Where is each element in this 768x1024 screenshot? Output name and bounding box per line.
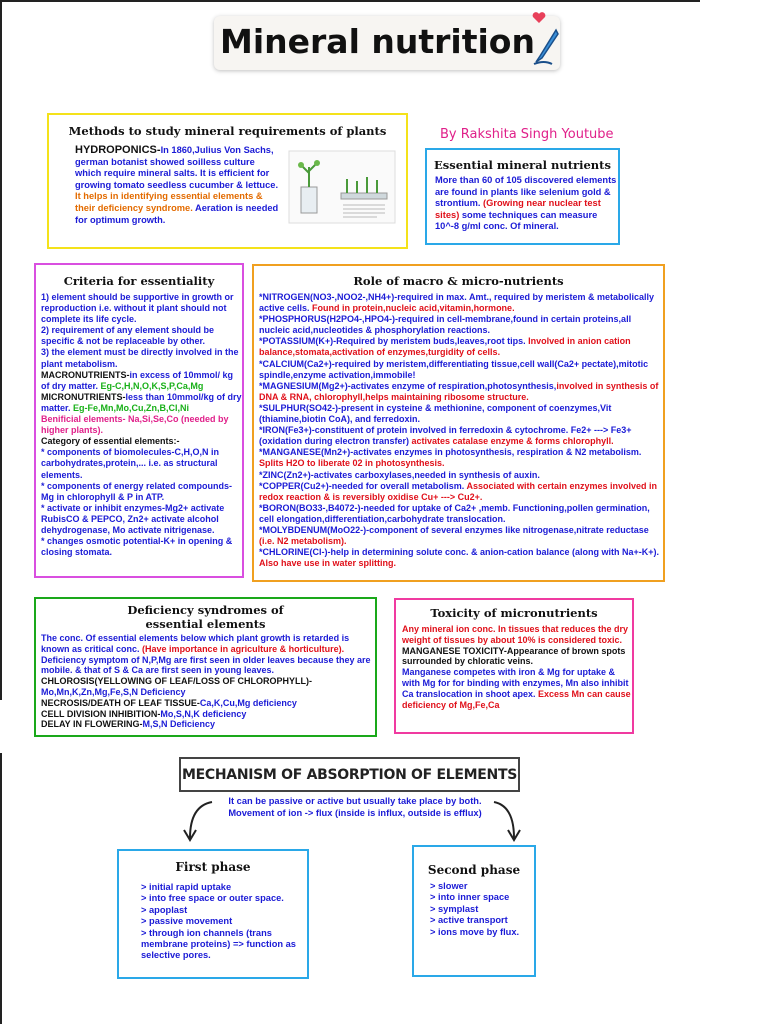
role-item-text: *MANGANESE(Mn2+)-activates enzymes in photosynthesis, respiration & N2 metabolism.	[259, 447, 642, 458]
toxicity-p3-highlight: Excess Mn can cause deficiency of Mg,Fe,Ca	[402, 688, 631, 710]
criteria-line-1: 1) element should be supportive in growth or reproduction i.e. without it plant should not complete its life cycle.	[41, 292, 234, 325]
second-phase-item: > slower	[430, 881, 468, 891]
role-item	[259, 336, 664, 358]
macro-list: Eg-C,H,N,O,K,S,P,Ca,Mg	[98, 380, 204, 391]
deficiency-box	[34, 597, 377, 737]
criteria-line-3: 3) the element must be directly involved in the plant metabolism.	[41, 347, 239, 369]
toxicity-box	[394, 598, 634, 734]
role-item-text: *CALCIUM(Ca2+)-required by meristem,differentiating tissue,cell wall(Ca2+ pectate),mitotic spindle,enzyme activation,immobile!	[259, 358, 649, 380]
necrosis-label: NECROSIS/DEATH OF LEAF TISSUE-	[41, 697, 200, 708]
role-item-highlight: activates catalase enzyme & forms chlorophyll.	[409, 436, 614, 447]
role-item	[259, 381, 664, 403]
deficiency-heading-2: essential elements	[145, 617, 266, 631]
methods-heading: Methods to study mineral requirements of plants	[68, 124, 387, 138]
necrosis-value: Ca,K,Cu,Mg deficiency	[199, 697, 297, 708]
manganese-toxicity-body: Appearance of brown spots surrounded by chloratic veins.	[402, 645, 626, 667]
left-arrow-icon	[176, 796, 216, 846]
page-title: Mineral nutrition	[220, 22, 535, 61]
micro-label: MICRONUTRIENTS-	[41, 391, 126, 402]
role-item-highlight: Found in protein,nucleic acid,vitamin,hormone.	[309, 303, 515, 314]
role-item-text: *IRON(Fe3+)-constituent of protein involved in ferredoxin & cytochrome. Fe2+ ---> Fe3+ (oxidation during electron transfer)	[259, 425, 632, 447]
heart-icon	[532, 12, 546, 24]
manganese-toxicity-label: MANGANESE TOXICITY-	[402, 645, 507, 656]
category-3: * activate or inhibit enzymes-Mg2+ activate RubisCO & PEPCO, Zn2+ activate alcohol dehydrogenase, Mo activate nitrigenase.	[41, 502, 225, 535]
role-item-text: *NITROGEN(NO3-,NOO2-,NH4+)-required in max. Amt., required by meristem & metabolically active cells.	[259, 292, 655, 314]
deficiency-p2: Deficiency symptom of N,P,Mg are first seen in older leaves because they are mobile. & that of S & Ca are first seen in young leaves.	[41, 654, 371, 676]
mechanism-heading: MECHANISM OF ABSORPTION OF ELEMENTS	[182, 767, 517, 783]
essential-tail: some techniques can measure 10^-8 g/ml conc. Of mineral.	[435, 209, 598, 232]
mechanism-line-2: Movement of ion -> flux (inside is influx, outside is efflux)	[228, 807, 482, 818]
second-phase-item: > ions move by flux.	[430, 926, 520, 937]
second-phase-heading: Second phase	[427, 863, 521, 877]
role-item	[259, 314, 664, 336]
role-item	[259, 425, 664, 447]
first-phase-item: > through ion channels (trans membrane proteins) => function as selective pores.	[141, 927, 296, 961]
chlorosis-label: CHLOROSIS(YELLOWING OF LEAF/LOSS OF CHLOROPHYLL)-	[41, 676, 312, 687]
criteria-heading: Criteria for essentiality	[63, 274, 215, 288]
role-item-highlight: Associated with certain enzymes involved in redox reaction & is reversibly oxidise Cu+ ---> Cu2+.	[259, 480, 658, 502]
role-item	[259, 359, 664, 381]
hydroponics-title: HYDROPONICS-	[75, 144, 161, 156]
hydroponics-body: In 1860,Julius Von Sachs, german botanist showed soilless culture which require mineral salts. It is efficient for growing tomato seedless cucumber & lettuce.	[75, 145, 279, 190]
role-item-highlight: Involved in anion cation balance,stomata,activation of enzymes,turgidity of cells.	[259, 336, 631, 358]
role-item-highlight: (i.e. N2 metabolism).	[259, 536, 347, 547]
pen-icon	[530, 22, 564, 66]
role-item-highlight: Splits H2O to liberate 02 in photosynthesis.	[259, 458, 445, 469]
role-item-text: *COPPER(Cu2+)-needed for overall metabolism.	[259, 480, 465, 491]
methods-box	[47, 113, 408, 249]
first-phase-box	[117, 849, 309, 979]
role-item-text: *BORON(BO33-,B4072-)-needed for uptake of Ca2+ ,memb. Functioning,pollen germination, cell elongation,differentiation,carbohydrate translocation.	[259, 502, 650, 524]
category-2: * components of energy related compounds-Mg in chlorophyll & P in ATP.	[41, 480, 233, 502]
role-item-text: *SULPHUR(SO42-)-present in cysteine & methionine, component of coenzymes,Vit (thiamine,biotin CoA), and ferredoxin.	[259, 402, 612, 425]
role-heading: Role of macro & micro-nutrients	[353, 274, 564, 288]
title-card	[214, 16, 560, 70]
role-item-text: *ZINC(Zn2+)-activates carboxylases,needed in synthesis of auxin.	[259, 469, 540, 480]
second-phase-item: > active transport	[430, 915, 508, 926]
hydroponics-illustration	[287, 149, 397, 225]
toxicity-p3: Manganese competes with iron & Mg for uptake & with Mg for for binding with enzymes, Mn also inhibit Ca translocation in shoot apex.	[402, 667, 629, 699]
role-item-text: *PHOSPHORUS(H2PO4-,HPO4-)-required in cell-membrane,found in certain proteins,all nucleic acid,nucleotides & phosphorylation reactions.	[259, 314, 632, 336]
top-line	[0, 0, 700, 2]
role-item	[259, 525, 664, 547]
first-phase-item: > apoplast	[141, 904, 188, 915]
role-item	[259, 470, 664, 481]
deficiency-heading-1: Deficiency syndromes of	[127, 603, 284, 617]
first-phase-item: > initial rapid uptake	[141, 882, 232, 892]
second-phase-item: > into inner space	[430, 892, 510, 903]
hydroponics-highlight: It helps in identifying essential elements & their deficiency syndrome.	[75, 191, 263, 213]
criteria-line-2: 2) requirement of any element should be specific & not be replaceable by other.	[41, 325, 215, 347]
toxicity-heading: Toxicity of micronutrients	[430, 606, 598, 620]
role-item	[259, 447, 664, 469]
role-item-highlight: Also have use in water splitting.	[259, 558, 397, 569]
flowering-label: DELAY IN FLOWERING-	[41, 719, 143, 730]
section-divider	[0, 753, 2, 1024]
criteria-box	[34, 263, 244, 578]
role-item-text: *POTASSIUM(K+)-Required by meristem buds,leaves,root tips.	[259, 336, 526, 347]
role-item	[259, 547, 664, 569]
essential-body: More than 60 of 105 discovered elements are found in plants like selenium gold & strontium.	[435, 175, 617, 209]
beneficial-elements: Benificial elements- Na,Si,Se,Co (needed by higher plants).	[41, 414, 229, 436]
category-4: * changes osmotic potential-K+ in opening & closing stomata.	[41, 536, 233, 558]
cell-division-label: CELL DIVISION INHIBITION-	[41, 708, 161, 719]
macro-body: in excess of 10mmol/ kg of dry matter.	[41, 369, 234, 391]
second-phase-item: > symplast	[430, 903, 479, 914]
role-item-text: *MOLYBDENUM(MoO22-)-component of several enzymes like nitrogenase,nitrate reductase	[259, 524, 649, 535]
chlorosis-value: Mo,Mn,K,Zn,Mg,Fe,S,N Deficiency	[41, 686, 186, 697]
role-item	[259, 481, 664, 503]
margin-line	[0, 0, 2, 700]
hydroponics-tail: Aeration is needed for optimum growth.	[75, 202, 279, 225]
role-item	[259, 292, 664, 314]
role-item-text: *CHLORINE(Cl-)-help in determining solute conc. & anion-cation balance (along with Na+-K+).	[259, 547, 660, 558]
first-phase-item: > into free space or outer space.	[141, 893, 284, 904]
category-heading: Category of essential elements:-	[41, 436, 180, 447]
deficiency-p1-highlight: (Have importance in agriculture & horticulture).	[139, 643, 345, 654]
first-phase-item: > passive movement	[141, 916, 233, 927]
category-1: * components of biomolecules-C,H,O,N in carbohydrates,protein,... i.e. as structural elements.	[41, 447, 220, 480]
right-arrow-icon	[490, 796, 530, 846]
role-box	[252, 264, 665, 582]
flowering-value: M,S,N Deficiency	[142, 719, 216, 730]
role-item-text: *MAGNESIUM(Mg2+)-activates enzyme of respiration,photosynthesis,	[259, 380, 557, 391]
role-item	[259, 503, 664, 525]
role-item	[259, 403, 664, 425]
essential-heading: Essential mineral nutrients	[434, 158, 611, 172]
micro-list: Eg-Fe,Mn,Mo,Cu,Zn,B,Cl,Ni	[70, 402, 190, 413]
essential-highlight: (Growing near nuclear test sites)	[435, 198, 601, 220]
micro-body: less than 10mmol/kg of dry matter.	[41, 391, 242, 413]
toxicity-p1: Any mineral ion conc. In tissues that reduces the dry weight of tissues by about 10% is considered toxic.	[402, 624, 629, 645]
mechanism-heading-box	[179, 757, 520, 792]
role-item-highlight: involved in synthesis of DNA & RNA, chlorophyll,helps maintaining ribosome structure.	[259, 380, 659, 402]
macro-label: MACRONUTRIENTS-	[41, 369, 130, 380]
second-phase-box	[412, 845, 536, 977]
first-phase-heading: First phase	[175, 860, 251, 874]
mechanism-line-1: It can be passive or active but usually take place by both.	[228, 796, 482, 806]
deficiency-p1: The conc. Of essential elements below which plant growth is retarded is known as critical conc.	[41, 633, 350, 654]
cell-division-value: Mo,S,N,K deficiency	[160, 708, 247, 719]
essential-box	[425, 148, 620, 245]
author-credit: By Rakshita Singh Youtube	[440, 127, 614, 142]
